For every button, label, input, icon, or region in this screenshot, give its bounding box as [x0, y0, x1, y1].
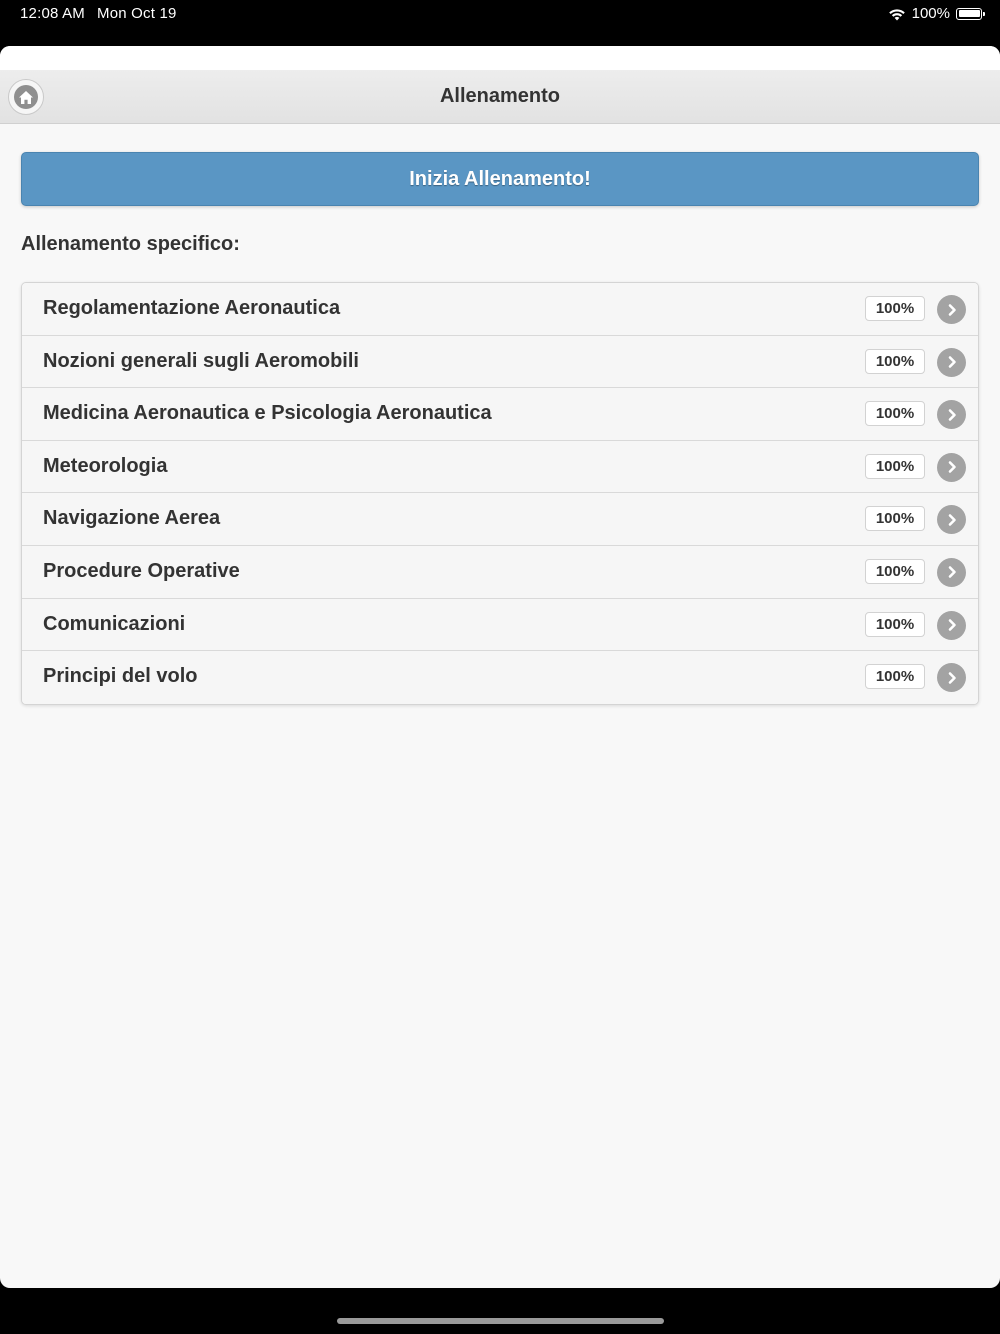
- topic-item[interactable]: [22, 651, 978, 704]
- start-training-button[interactable]: Inizia Allenamento!: [21, 152, 979, 206]
- app-screen: [0, 46, 1000, 1288]
- chevron-right-icon: [937, 453, 966, 482]
- progress-badge: 100%: [865, 454, 925, 479]
- progress-badge: 100%: [865, 506, 925, 531]
- topic-label: Navigazione Aerea: [43, 507, 221, 530]
- wifi-icon: [888, 7, 906, 21]
- chevron-right-icon: [937, 400, 966, 429]
- progress-badge: 100%: [865, 349, 925, 374]
- topic-label: Procedure Operative: [43, 559, 240, 582]
- topic-item[interactable]: [22, 283, 978, 336]
- progress-badge: 100%: [865, 559, 925, 584]
- topic-label: Medicina Aeronautica e Psicologia Aeronautica: [43, 402, 492, 425]
- topic-label: Principi del volo: [43, 665, 198, 688]
- topic-item[interactable]: [22, 441, 978, 494]
- chevron-right-icon: [937, 558, 966, 587]
- chevron-right-icon: [937, 611, 966, 640]
- topic-item[interactable]: [22, 388, 978, 441]
- status-bar: [0, 0, 1000, 46]
- topic-item[interactable]: [22, 599, 978, 652]
- topic-item[interactable]: [22, 546, 978, 599]
- status-date: Mon Oct 19: [97, 5, 177, 22]
- chevron-right-icon: [937, 663, 966, 692]
- progress-badge: 100%: [865, 664, 925, 689]
- status-indicators: [888, 5, 982, 22]
- topic-label: Meteorologia: [43, 454, 168, 477]
- topic-list: [21, 282, 979, 705]
- chevron-right-icon: [937, 295, 966, 324]
- top-strip: [0, 46, 1000, 70]
- battery-icon: [956, 8, 982, 20]
- chevron-right-icon: [937, 348, 966, 377]
- status-time: 12:08 AM: [20, 5, 85, 22]
- topic-label: Regolamentazione Aeronautica: [43, 297, 341, 319]
- section-label: Allenamento specifico:: [21, 233, 240, 255]
- progress-badge: 100%: [865, 612, 925, 637]
- progress-badge: 100%: [865, 296, 925, 321]
- header-bar: [0, 70, 1000, 124]
- home-indicator[interactable]: [337, 1318, 664, 1324]
- topic-label: Nozioni generali sugli Aeromobili: [43, 349, 359, 372]
- battery-percentage: 100%: [911, 5, 950, 22]
- topic-item[interactable]: [22, 336, 978, 389]
- page-title: Allenamento: [439, 85, 561, 107]
- topic-item[interactable]: [22, 493, 978, 546]
- chevron-right-icon: [937, 505, 966, 534]
- topic-label: Comunicazioni: [43, 612, 186, 635]
- progress-badge: 100%: [865, 401, 925, 426]
